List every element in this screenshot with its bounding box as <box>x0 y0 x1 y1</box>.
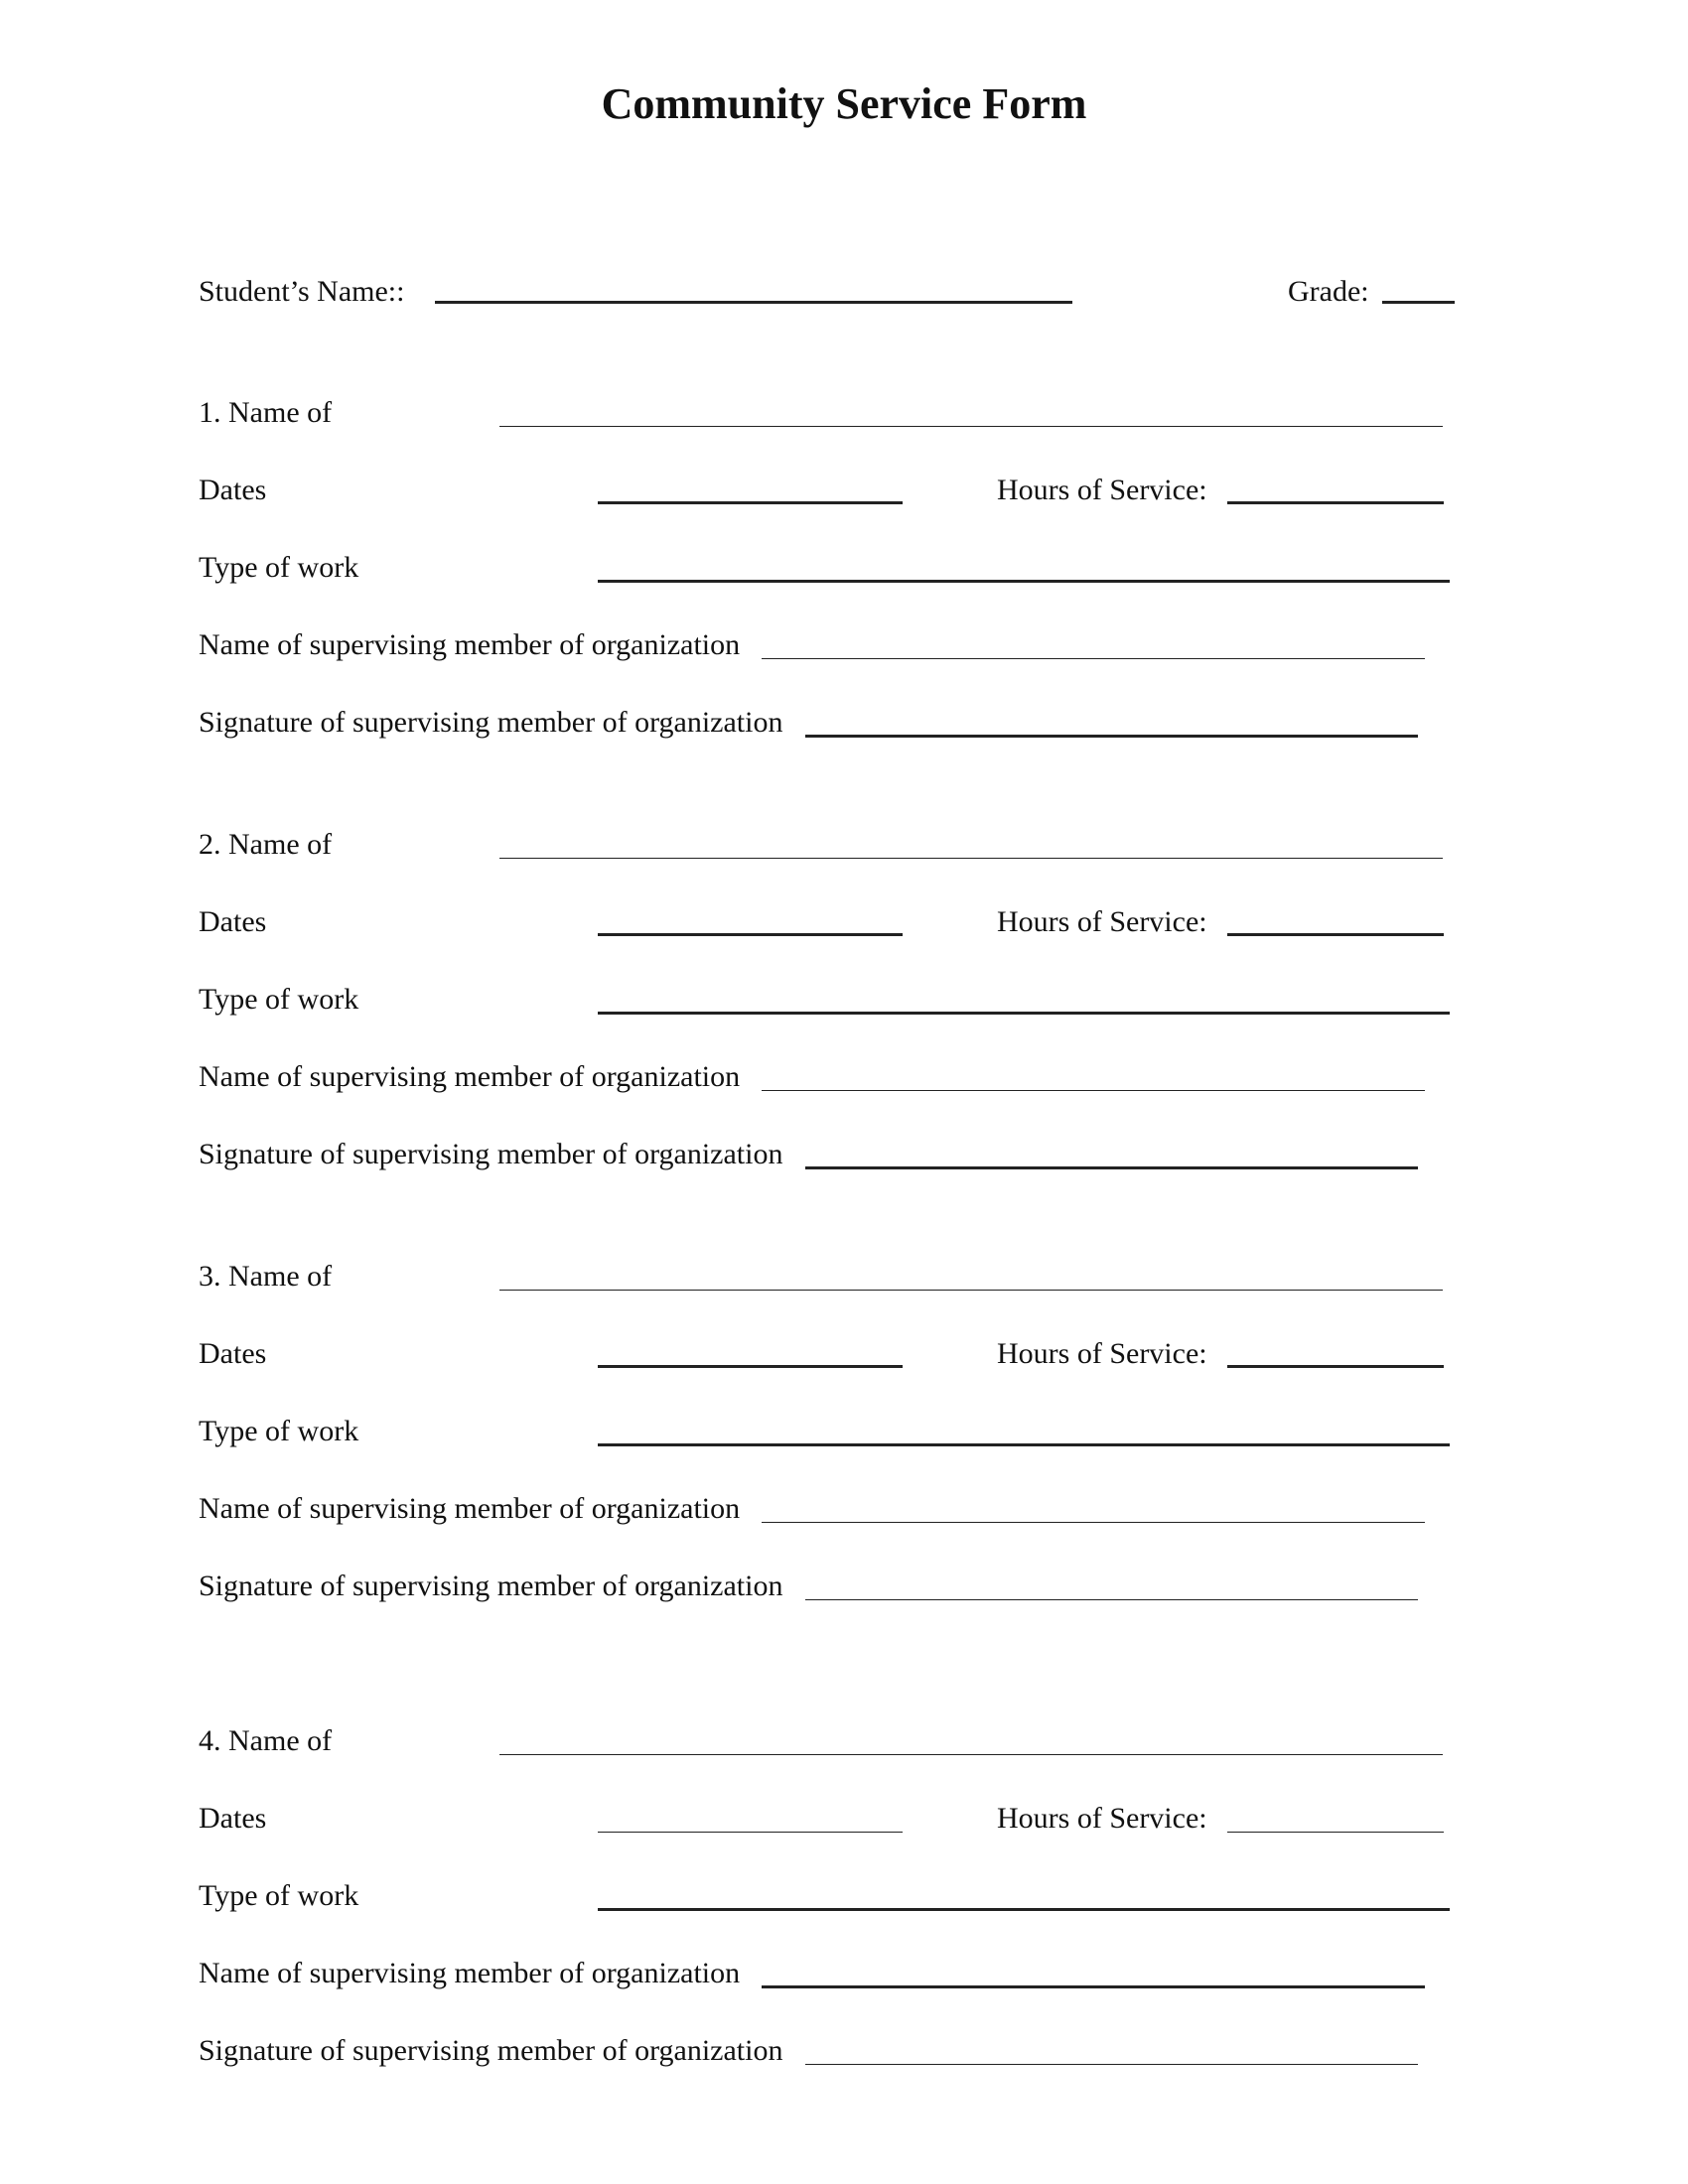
type-of-work-label: Type of work <box>199 1879 359 1912</box>
organization-name-label: 1. Name of <box>199 396 333 429</box>
supervisor-signature-field[interactable] <box>805 1599 1418 1600</box>
hours-of-service-label: Hours of Service: <box>997 1802 1207 1835</box>
dates-field[interactable] <box>598 933 903 936</box>
organization-name-field[interactable] <box>499 1754 1443 1755</box>
supervisor-signature-label: Signature of supervising member of organization <box>199 706 783 739</box>
type-of-work-label: Type of work <box>199 551 359 584</box>
student-name-field[interactable] <box>435 301 1072 304</box>
supervisor-signature-field[interactable] <box>805 1166 1418 1169</box>
supervisor-name-field[interactable] <box>762 1090 1425 1091</box>
hours-of-service-field[interactable] <box>1227 501 1444 504</box>
organization-name-field[interactable] <box>499 426 1443 427</box>
grade-field[interactable] <box>1382 301 1455 304</box>
supervisor-name-field[interactable] <box>762 658 1425 659</box>
type-of-work-field[interactable] <box>598 580 1450 583</box>
supervisor-name-label: Name of supervising member of organization <box>199 1060 741 1093</box>
supervisor-signature-label: Signature of supervising member of organization <box>199 1570 783 1602</box>
dates-label: Dates <box>199 1802 267 1835</box>
page-title: Community Service Form <box>601 79 1087 128</box>
hours-of-service-label: Hours of Service: <box>997 1337 1207 1370</box>
supervisor-signature-label: Signature of supervising member of organization <box>199 2034 783 2067</box>
organization-name-field[interactable] <box>499 858 1443 859</box>
dates-field[interactable] <box>598 1832 903 1833</box>
student-name-label: Student’s Name:: <box>199 275 405 308</box>
dates-label: Dates <box>199 905 267 938</box>
hours-of-service-field[interactable] <box>1227 933 1444 936</box>
organization-name-label: 3. Name of <box>199 1260 333 1293</box>
dates-label: Dates <box>199 1337 267 1370</box>
supervisor-name-label: Name of supervising member of organization <box>199 628 741 661</box>
type-of-work-label: Type of work <box>199 983 359 1016</box>
supervisor-signature-field[interactable] <box>805 735 1418 738</box>
organization-name-label: 4. Name of <box>199 1724 333 1757</box>
type-of-work-field[interactable] <box>598 1443 1450 1446</box>
hours-of-service-field[interactable] <box>1227 1365 1444 1368</box>
supervisor-signature-field[interactable] <box>805 2064 1418 2065</box>
type-of-work-label: Type of work <box>199 1415 359 1447</box>
grade-label: Grade: <box>1288 275 1369 308</box>
supervisor-name-label: Name of supervising member of organization <box>199 1492 741 1525</box>
supervisor-name-field[interactable] <box>762 1522 1425 1523</box>
hours-of-service-field[interactable] <box>1227 1832 1444 1833</box>
supervisor-signature-label: Signature of supervising member of organization <box>199 1138 783 1170</box>
hours-of-service-label: Hours of Service: <box>997 474 1207 506</box>
hours-of-service-label: Hours of Service: <box>997 905 1207 938</box>
type-of-work-field[interactable] <box>598 1908 1450 1911</box>
organization-name-field[interactable] <box>499 1290 1443 1291</box>
dates-field[interactable] <box>598 1365 903 1368</box>
organization-name-label: 2. Name of <box>199 828 333 861</box>
supervisor-name-field[interactable] <box>762 1985 1425 1988</box>
dates-field[interactable] <box>598 501 903 504</box>
dates-label: Dates <box>199 474 267 506</box>
supervisor-name-label: Name of supervising member of organization <box>199 1957 741 1989</box>
type-of-work-field[interactable] <box>598 1012 1450 1015</box>
